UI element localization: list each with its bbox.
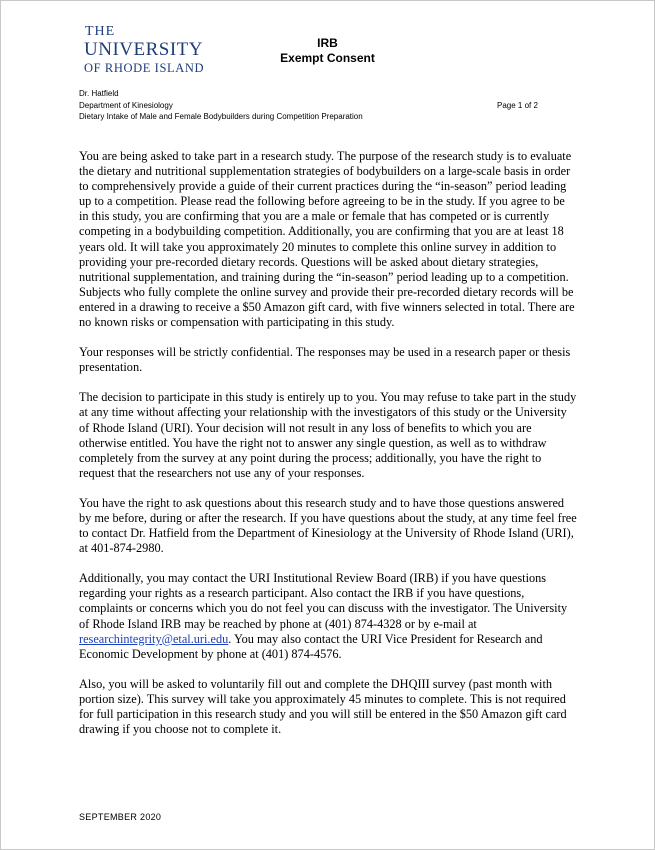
footer-date: SEPTEMBER 2020 <box>79 812 162 822</box>
irb-text-after: . You may also contact the URI Vice President for Research and Economic Development by phone at (401) 874-4576. <box>79 631 543 661</box>
logo-line-the: THE <box>85 24 116 39</box>
study-title: Dietary Intake of Male and Female Bodybuilders during Competition Preparation <box>79 112 363 121</box>
paragraph-purpose: You are being asked to take part in a research study. The purpose of the research study is to evaluate the dietary and nutritional supplementation strategies of bodybuilders on a large-scale basis in order to comprehensively provide a guide of their current practices during the “in-season” period leading up to a competition. Please read the following before agreeing to be in the study. If you agree to be in this study, you are confirming that you are a male or female that has competed or is currently competing in a bodybuilding competition. Additionally, you are confirming that you are at least 18 years old. It will take you approximately 20 minutes to complete this online survey in addition to providing your pre-recorded dietary records. Questions will be asked about dietary strategies, nutritional supplementation, and training during the “in-season” period leading up to a competition. Subjects who fully complete the online survey and provide their pre-recorded dietary records will be entered in a drawing to receive a $50 Amazon gift card, with five winners selected in total. There are no known risks or compensation with participating in this study. <box>79 149 575 330</box>
document-title <box>1 36 654 66</box>
investigator-name: Dr. Hatfield <box>79 89 119 98</box>
paragraph-questions: You have the right to ask questions about this research study and to have those questions answered by me before, during or after the research. If you have questions about the study, at any time feel free to contact Dr. Hatfield from the Department of Kinesiology at the University of Rhode Island (URI), at 401-874-2980. <box>79 495 577 556</box>
logo-line-rhode-island: OF RHODE ISLAND <box>84 61 205 75</box>
irb-text-before: Additionally, you may contact the URI Institutional Review Board (IRB) if you have questions regarding your rights as a research participant. Also contact the IRB if you have questions, complaints or concerns which you do not feel you can discuss with the investigator. The University of Rhode Island IRB may be reached by phone at (401) 874-4328 or by e-mail at <box>79 571 568 631</box>
paragraph-voluntary: The decision to participate in this study is entirely up to you. You may refuse to take part in the study at any time without affecting your relationship with the investigators of this study or the University of Rhode Island (URI). Your decision will not result in any loss of benefits to which you are otherwise entitled. You have the right not to answer any single question, as well as to withdraw completely from the survey at any point during the process; additionally, you have the right to request that the researchers not use any of your responses. <box>79 390 577 480</box>
page-number: Page 1 of 2 <box>497 101 538 110</box>
consent-body <box>79 149 577 752</box>
logo-line-university: UNIVERSITY <box>84 39 203 60</box>
title-exempt-consent: Exempt Consent <box>280 51 375 65</box>
paragraph-confidentiality: Your responses will be strictly confidential. The responses may be used in a research paper or thesis presentation. <box>79 345 571 375</box>
irb-email-link[interactable]: researchintegrity@etal.uri.edu <box>79 631 229 646</box>
title-irb: IRB <box>317 36 338 50</box>
department-name: Department of Kinesiology <box>79 100 173 110</box>
paragraph-dhqiii-survey: Also, you will be asked to voluntarily fill out and complete the DHQIII survey (past month with portion size). This survey will take you approximately 45 minutes to complete. This is not required for full participation in this research study and you will still be entered in the $50 Amazon gift card drawing if you choose not to complete it. <box>79 676 567 737</box>
study-info <box>79 88 363 123</box>
paragraph-irb-contact <box>79 571 577 662</box>
